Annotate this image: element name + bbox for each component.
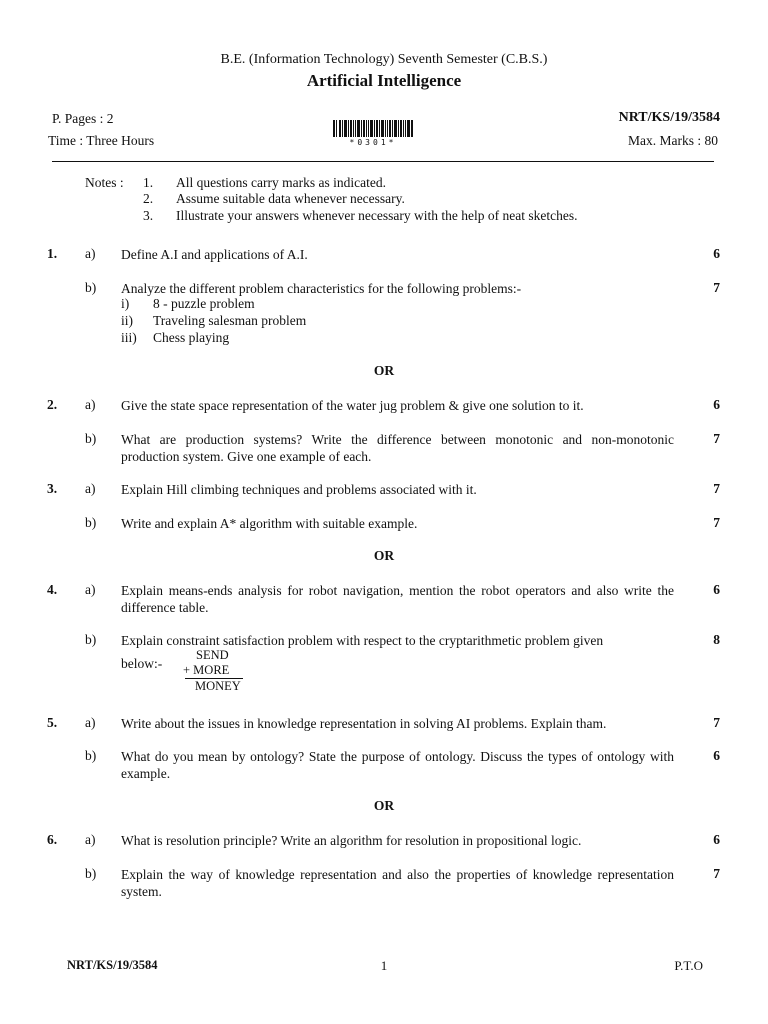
question-number: 5.: [47, 715, 58, 730]
paper-code: NRT/KS/19/3584: [618, 110, 720, 125]
question-marks: 6: [713, 748, 720, 763]
course-title: B.E. (Information Technology) Seventh Semester (C.B.S.): [220, 52, 548, 67]
note-number: 2.: [143, 191, 154, 206]
list-item-text: 8 - puzzle problem: [153, 296, 255, 311]
question-marks: 7: [713, 715, 720, 730]
note-number: 1.: [143, 175, 154, 190]
subject-title: Artificial Intelligence: [306, 71, 462, 90]
subpart-label: a): [85, 582, 96, 597]
below-label: below:-: [121, 656, 163, 671]
note-text: All questions carry marks as indicated.: [176, 175, 386, 190]
question-marks: 6: [713, 582, 720, 597]
subpart-label: b): [85, 431, 97, 446]
exam-time: Time : Three Hours: [48, 133, 155, 148]
list-item-number: iii): [121, 330, 137, 345]
question-text: Define A.I and applications of A.I.: [121, 247, 308, 262]
question-marks: 7: [713, 866, 720, 881]
question-marks: 8: [713, 632, 720, 647]
subpart-label: a): [85, 481, 96, 496]
question-marks: 7: [713, 280, 720, 295]
header-divider: [52, 161, 714, 162]
question-text: Write and explain A* algorithm with suitable example.: [121, 516, 418, 531]
question-text: Write about the issues in knowledge representation in solving AI problems. Explain tham.: [121, 716, 607, 731]
footer-paper-code: NRT/KS/19/3584: [67, 958, 158, 972]
cryptarithmetic-puzzle: [183, 648, 243, 694]
question-marks: 6: [713, 246, 720, 261]
subpart-label: b): [85, 632, 97, 647]
question-text: Explain means-ends analysis for robot navigation, mention the robot operators and also write the difference table.: [121, 583, 674, 615]
puzzle-result: MONEY: [195, 679, 241, 693]
or-separator: OR: [373, 363, 395, 378]
question-text: What do you mean by ontology? State the purpose of ontology. Discuss the types of ontology with example.: [121, 749, 674, 781]
puzzle-addend: + MORE: [183, 663, 230, 677]
page-count: P. Pages : 2: [52, 111, 114, 126]
question-text: Explain Hill climbing techniques and problems associated with it.: [121, 482, 477, 497]
subpart-label: b): [85, 866, 97, 881]
note-number: 3.: [143, 208, 154, 223]
subpart-label: a): [85, 246, 96, 261]
note-text: Assume suitable data whenever necessary.: [176, 191, 405, 206]
pto-label: P.T.O: [674, 958, 703, 973]
question-marks: 6: [713, 397, 720, 412]
question-text: Explain the way of knowledge representation and also the properties of knowledge representation system.: [121, 867, 674, 899]
or-separator: OR: [373, 548, 395, 563]
question-text: What is resolution principle? Write an algorithm for resolution in propositional logic.: [121, 833, 582, 848]
subpart-label: a): [85, 832, 96, 847]
question-number: 6.: [47, 832, 58, 847]
question-text: Give the state space representation of the water jug problem & give one solution to it.: [121, 398, 584, 413]
or-separator: OR: [373, 798, 395, 813]
max-marks: Max. Marks : 80: [628, 133, 718, 148]
question-marks: 7: [713, 481, 720, 496]
question-marks: 7: [713, 515, 720, 530]
question-marks: 7: [713, 431, 720, 446]
subpart-label: a): [85, 397, 96, 412]
subpart-label: a): [85, 715, 96, 730]
question-number: 2.: [47, 397, 58, 412]
subpart-label: b): [85, 748, 97, 763]
notes-label: Notes :: [85, 175, 124, 190]
list-item-text: Traveling salesman problem: [153, 313, 307, 328]
note-text: Illustrate your answers whenever necessary with the help of neat sketches.: [176, 208, 578, 223]
list-item-number: i): [121, 296, 130, 311]
question-number: 1.: [47, 246, 58, 261]
question-marks: 6: [713, 832, 720, 847]
puzzle-top: SEND: [196, 648, 229, 662]
question-number: 3.: [47, 481, 58, 496]
barcode-image: [333, 120, 413, 137]
subpart-label: b): [85, 280, 97, 295]
question-text: Analyze the different problem characteristics for the following problems:-: [121, 281, 522, 296]
list-item-number: ii): [121, 313, 133, 328]
question-text: What are production systems? Write the difference between monotonic and non-monotonic production system. Give one example of each.: [121, 432, 674, 464]
question-number: 4.: [47, 582, 58, 597]
barcode-number: *0301*: [349, 138, 397, 147]
question-text: Explain constraint satisfaction problem with respect to the cryptarithmetic problem given: [121, 633, 604, 648]
subpart-label: b): [85, 515, 97, 530]
list-item-text: Chess playing: [153, 330, 230, 345]
page-number: 1: [380, 958, 388, 973]
